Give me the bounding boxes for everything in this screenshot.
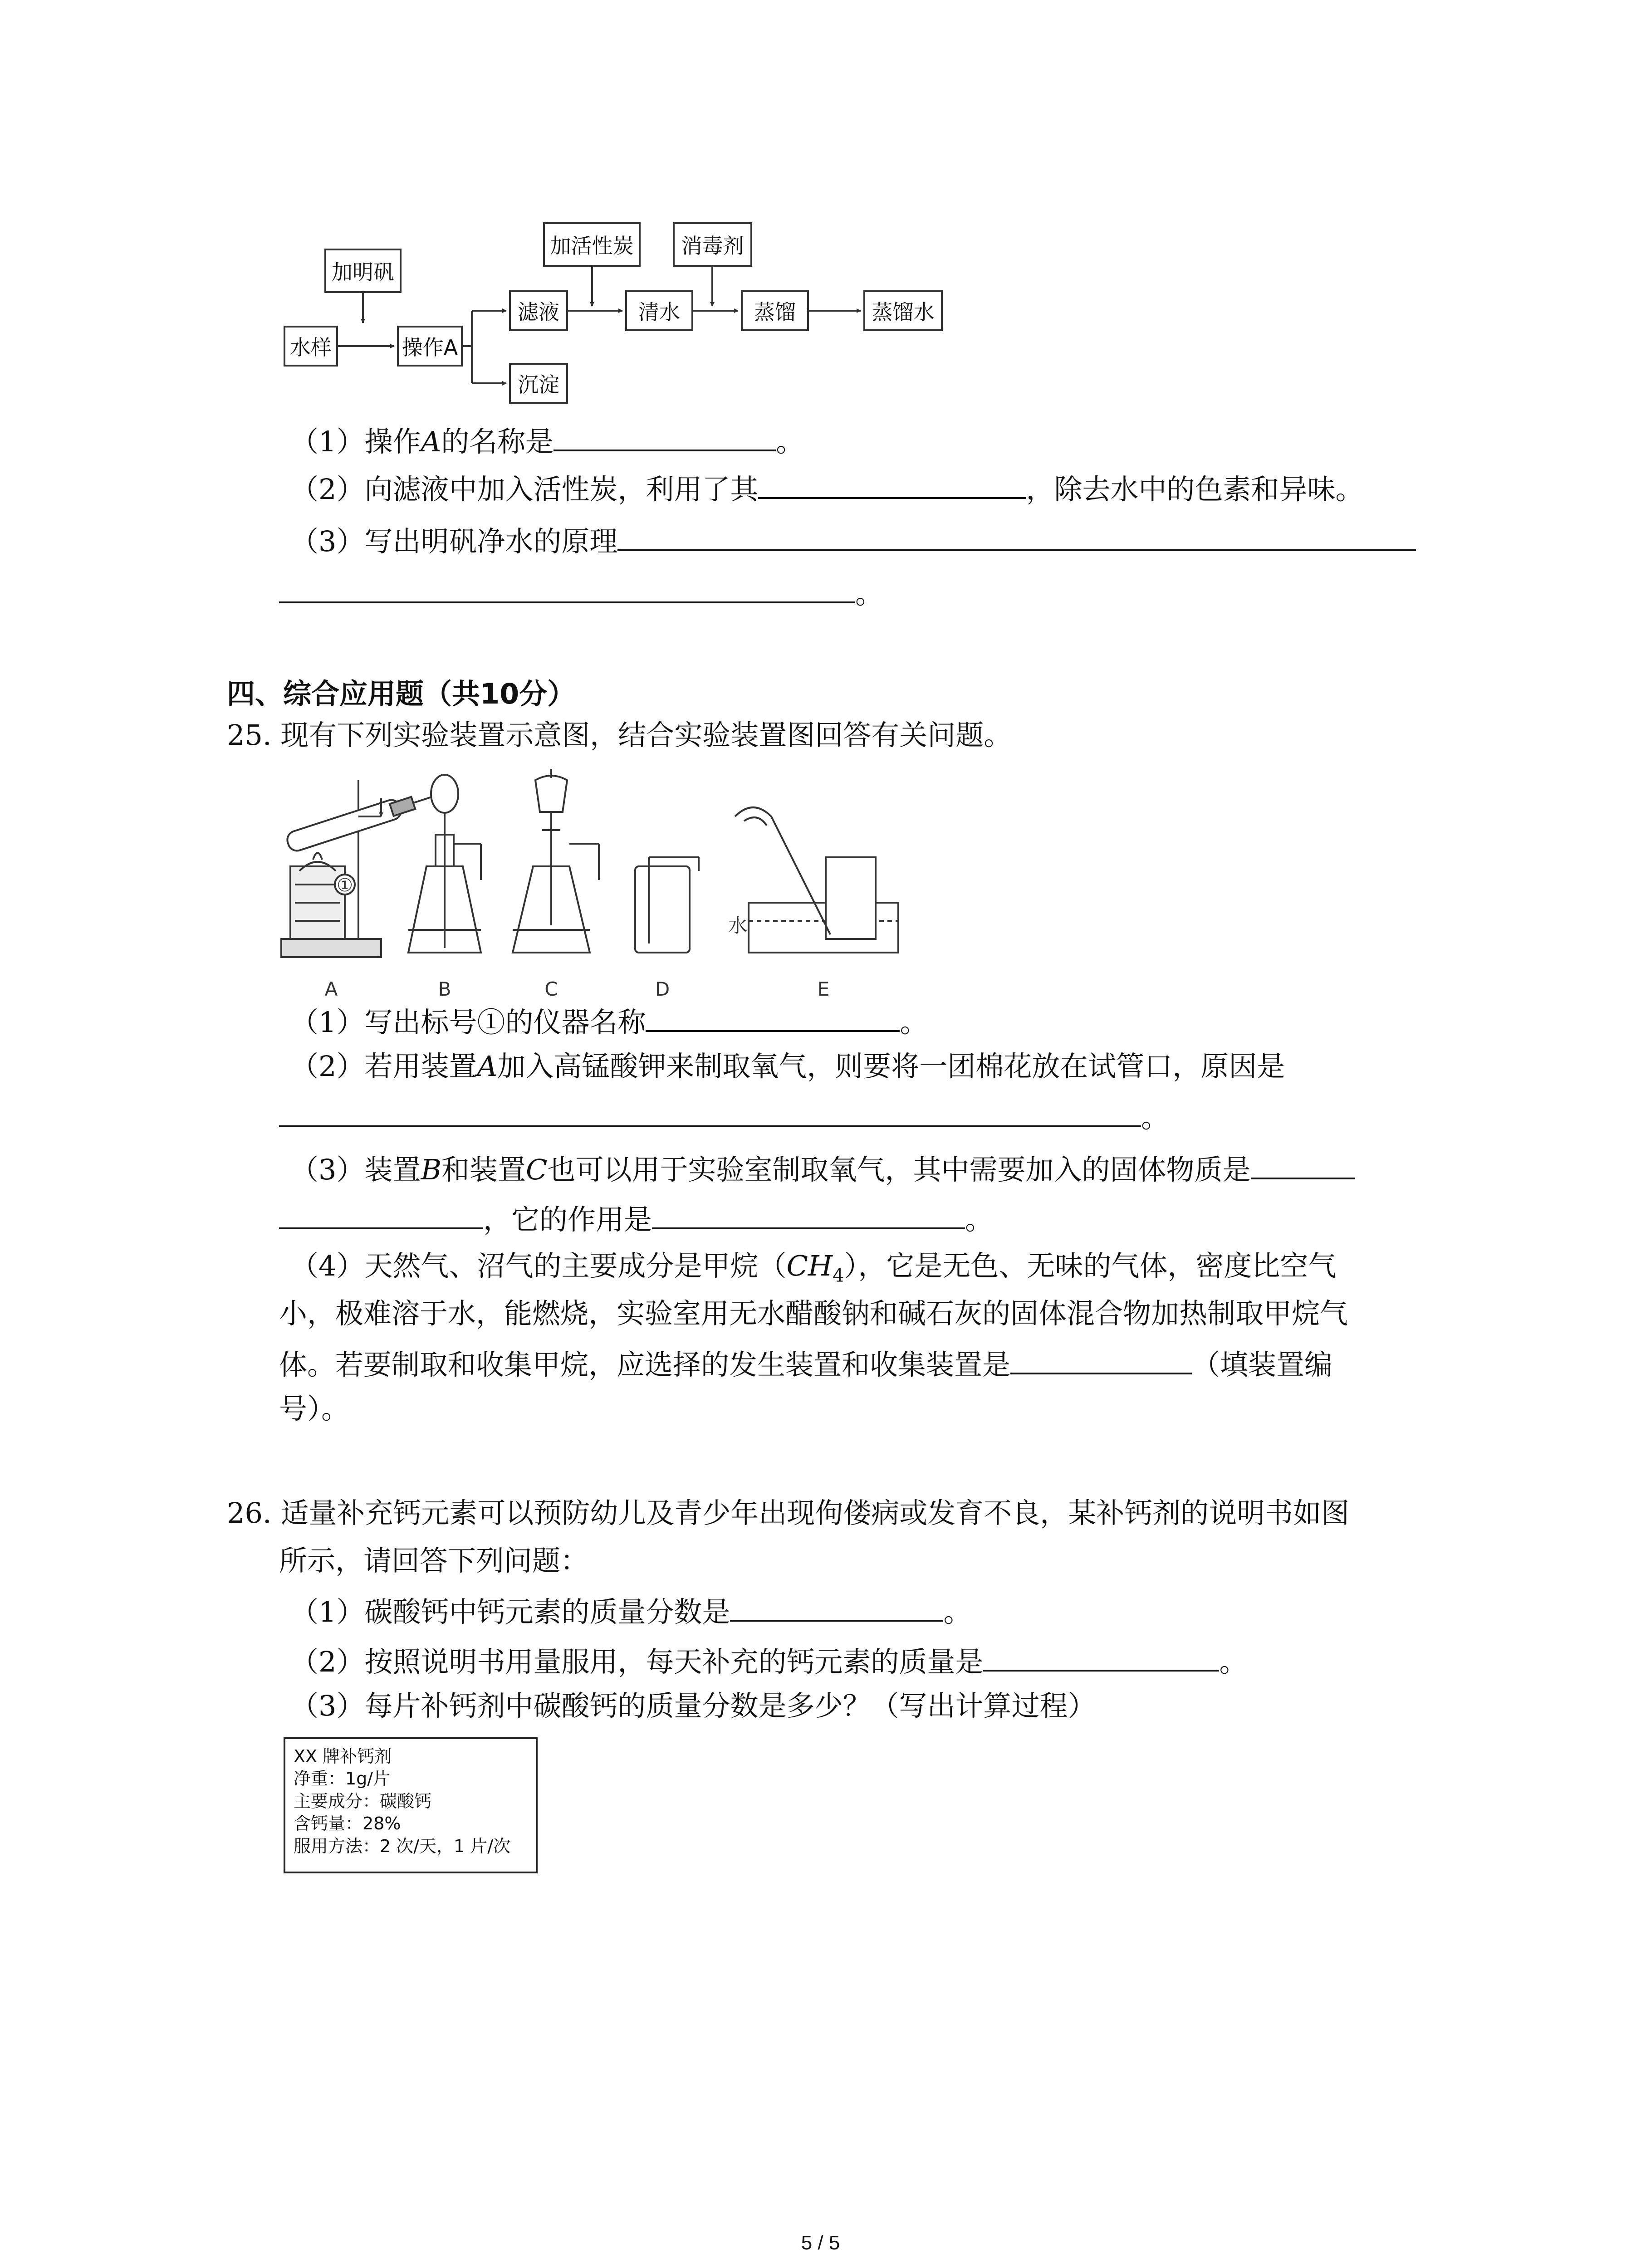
node-sediment: 沉淀	[509, 363, 568, 404]
answer-blank[interactable]	[1010, 1347, 1192, 1374]
apparatus-label: E	[817, 978, 830, 1000]
supplement-label-card	[284, 1737, 538, 1873]
q25-stem: 25. 现有下列实验装置示意图，结合实验装置图回答有关问题。	[227, 719, 1012, 752]
card-title: XX 牌补钙剂	[294, 1746, 392, 1766]
node-add-alum: 加明矾	[324, 249, 402, 293]
q24-part3-continuation: 。	[279, 576, 883, 608]
flowchart-arrows	[0, 0, 998, 417]
node-distill: 蒸馏	[741, 290, 809, 331]
node-add-charcoal: 加活性炭	[543, 222, 641, 267]
apparatus-label: B	[438, 978, 451, 1000]
answer-blank[interactable]	[554, 424, 776, 451]
apparatus-c	[513, 769, 599, 953]
node-disinfectant: 消毒剂	[673, 222, 752, 267]
answer-blank[interactable]	[983, 1644, 1219, 1672]
marker-label: ①	[337, 875, 353, 896]
page-number: 5 / 5	[801, 2232, 840, 2254]
q25-part3-continuation: ，它的作用是 。	[279, 1202, 993, 1234]
card-net-weight: 净重：1g/片	[294, 1769, 391, 1789]
q26-stem-line2: 所示，请回答下列问题：	[279, 1544, 589, 1577]
apparatus-d	[635, 857, 699, 953]
apparatus-label: A	[324, 978, 338, 1000]
card-usage: 服用方法：2 次/天，1 片/次	[294, 1836, 511, 1856]
lab-apparatus-figure	[272, 767, 916, 1002]
answer-blank[interactable]	[279, 1100, 1141, 1127]
node-distilled-water: 蒸馏水	[863, 290, 943, 331]
section-heading: 四、综合应用题（共10分）	[227, 677, 576, 710]
node-filtrate: 滤液	[509, 290, 568, 331]
card-calcium-content: 含钙量：28%	[294, 1813, 401, 1834]
q25-part3: （3）装置B和装置C也可以用于实验室制取氧气，其中需要加入的固体物质是	[290, 1152, 1355, 1184]
q26-stem-line1: 26. 适量补充钙元素可以预防幼儿及青少年出现佝偻病或发育不良，某补钙剂的说明书如图	[227, 1496, 1350, 1530]
node-operation-a: 操作A	[397, 326, 463, 367]
answer-blank[interactable]	[617, 524, 1416, 551]
q24-part2: （2）向滤液中加入活性炭，利用了其 ，除去水中的色素和异味。	[290, 473, 1364, 506]
answer-blank[interactable]	[279, 1202, 483, 1229]
q25-part4-line2: 小，极难溶于水，能燃烧，实验室用无水醋酸钠和碱石灰的固体混合物加热制取甲烷气	[279, 1297, 1348, 1330]
apparatus-label: D	[655, 978, 670, 1000]
node-clear-water: 清水	[625, 290, 693, 331]
q24-part3: （3）写出明矾净水的原理	[290, 524, 1416, 556]
answer-blank[interactable]	[758, 472, 1026, 499]
answer-blank[interactable]	[646, 1005, 900, 1032]
q24-part1: （1）操作A的名称是 。	[290, 425, 804, 458]
answer-blank[interactable]	[1251, 1152, 1355, 1179]
q25-part4-line1: （4）天然气、沼气的主要成分是甲烷$(CH_4)$，它是无色、无味的气体，密度比空气	[290, 1249, 1337, 1286]
answer-blank[interactable]	[652, 1202, 965, 1229]
q26-part1: （1）碳酸钙中钙元素的质量分数是 。	[290, 1595, 972, 1628]
q25-part4-line3: 体。若要制取和收集甲烷，应选择的发生装置和收集装置是 （填装置编	[279, 1348, 1333, 1381]
q25-part2-continuation: 。	[279, 1100, 1169, 1132]
apparatus-label: C	[544, 978, 558, 1000]
q26-part3: （3）每片补钙剂中碳酸钙的质量分数是多少？（写出计算过程）	[290, 1689, 1096, 1722]
answer-blank[interactable]	[730, 1594, 943, 1622]
water-label: 水	[728, 914, 748, 937]
q26-part2: （2）按照说明书用量服用，每天补充的钙元素的质量是 。	[290, 1645, 1248, 1678]
card-ingredient: 主要成分：碳酸钙	[294, 1791, 432, 1811]
node-water-sample: 水样	[284, 326, 338, 367]
q25-part2: （2）若用装置A加入高锰酸钾来制取氧气，则要将一团棉花放在试管口，原因是	[290, 1050, 1285, 1083]
q25-part4-line4: 号）。	[279, 1392, 350, 1425]
q25-part1: （1）写出标号①的仪器名称 。	[290, 1006, 928, 1039]
apparatus-e	[735, 807, 898, 953]
answer-blank[interactable]	[279, 576, 855, 603]
